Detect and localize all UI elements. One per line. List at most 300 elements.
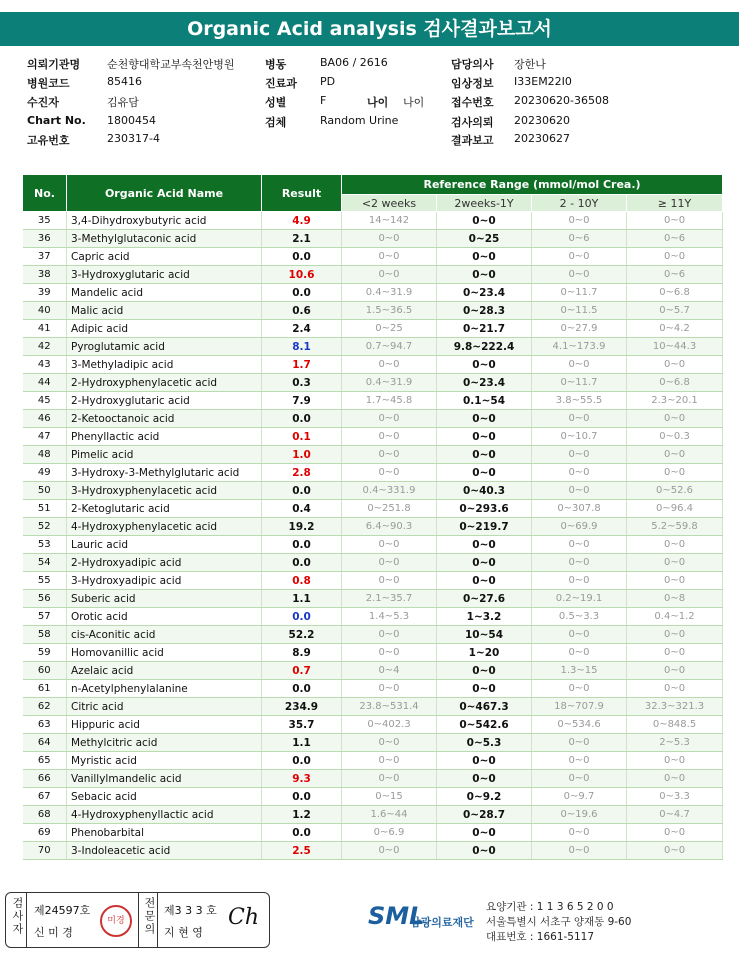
row-number: 61 bbox=[23, 680, 67, 698]
ref-ge11y: 0~6.8 bbox=[627, 284, 723, 302]
table-row bbox=[23, 392, 723, 410]
table-row bbox=[23, 662, 723, 680]
ref-ge11y: 0~0 bbox=[627, 770, 723, 788]
acid-name: Pimelic acid bbox=[67, 446, 262, 464]
ref-ge11y: 0~0 bbox=[627, 572, 723, 590]
row-number: 56 bbox=[23, 590, 67, 608]
specimen-label: 검체 bbox=[265, 116, 287, 129]
ref-lt2w: 0~0 bbox=[342, 248, 437, 266]
ref-ge11y: 0~0.3 bbox=[627, 428, 723, 446]
ref-lt2w: 2.1~35.7 bbox=[342, 590, 437, 608]
result-value: 0.3 bbox=[262, 374, 342, 392]
row-number: 62 bbox=[23, 698, 67, 716]
ref-2-10y: 0~0 bbox=[532, 554, 627, 572]
specialist-name: 지 현 영 bbox=[164, 926, 203, 939]
row-number: 43 bbox=[23, 356, 67, 374]
ref-2-10y: 0~9.7 bbox=[532, 788, 627, 806]
table-row bbox=[23, 788, 723, 806]
table-row bbox=[23, 482, 723, 500]
ref-2w-1y: 0~0 bbox=[437, 536, 532, 554]
acid-name: 3-Hydroxyglutaric acid bbox=[67, 266, 262, 284]
acid-name: 2-Hydroxyadipic acid bbox=[67, 554, 262, 572]
ref-2w-1y: 0~0 bbox=[437, 824, 532, 842]
ref-2-10y: 0~0 bbox=[532, 536, 627, 554]
ref-sub-2: 2weeks-1Y bbox=[437, 195, 532, 212]
clinical-label: 임상정보 bbox=[451, 77, 494, 90]
result-value: 0.0 bbox=[262, 284, 342, 302]
doctor-value: 장한나 bbox=[514, 58, 546, 71]
result-value: 1.1 bbox=[262, 734, 342, 752]
sex-label: 성별 bbox=[265, 96, 287, 109]
ref-2w-1y: 0.1~54 bbox=[437, 392, 532, 410]
ref-ge11y: 0~6.8 bbox=[627, 374, 723, 392]
ref-2w-1y: 0~0 bbox=[437, 428, 532, 446]
ref-2-10y: 0~19.6 bbox=[532, 806, 627, 824]
ref-ge11y: 0~0 bbox=[627, 842, 723, 860]
ref-lt2w: 1.5~36.5 bbox=[342, 302, 437, 320]
ref-2w-1y: 10~54 bbox=[437, 626, 532, 644]
report-title: Organic Acid analysis 검사결과보고서 bbox=[0, 12, 739, 46]
result-value: 0.0 bbox=[262, 752, 342, 770]
acid-name: 3-Hydroxyphenylacetic acid bbox=[67, 482, 262, 500]
table-row bbox=[23, 446, 723, 464]
ref-2-10y: 0~307.8 bbox=[532, 500, 627, 518]
ref-2w-1y: 0~0 bbox=[437, 446, 532, 464]
acid-name: 3-Hydroxyadipic acid bbox=[67, 572, 262, 590]
ref-lt2w: 0~0 bbox=[342, 752, 437, 770]
table-row bbox=[23, 644, 723, 662]
table-row bbox=[23, 374, 723, 392]
dept-label: 진료과 bbox=[265, 77, 297, 90]
acid-name: 2-Hydroxyphenylacetic acid bbox=[67, 374, 262, 392]
results-table bbox=[22, 174, 723, 860]
ref-ge11y: 0~0 bbox=[627, 536, 723, 554]
result-value: 2.8 bbox=[262, 464, 342, 482]
acid-name: 3-Methyladipic acid bbox=[67, 356, 262, 374]
row-number: 69 bbox=[23, 824, 67, 842]
ref-2-10y: 0.5~3.3 bbox=[532, 608, 627, 626]
ref-2-10y: 0~11.7 bbox=[532, 374, 627, 392]
ref-2w-1y: 0~28.7 bbox=[437, 806, 532, 824]
ref-ge11y: 0~52.6 bbox=[627, 482, 723, 500]
ref-ge11y: 0~0 bbox=[627, 212, 723, 230]
ref-ge11y: 0~0 bbox=[627, 662, 723, 680]
ref-lt2w: 0~6.9 bbox=[342, 824, 437, 842]
table-row bbox=[23, 842, 723, 860]
result-value: 0.0 bbox=[262, 680, 342, 698]
ref-2w-1y: 0~0 bbox=[437, 410, 532, 428]
result-value: 0.0 bbox=[262, 410, 342, 428]
result-value: 1.2 bbox=[262, 806, 342, 824]
specialist-number: 제3 3 3 호 bbox=[164, 904, 217, 917]
ref-ge11y: 0~3.3 bbox=[627, 788, 723, 806]
ref-2w-1y: 0~0 bbox=[437, 266, 532, 284]
table-row bbox=[23, 248, 723, 266]
table-row bbox=[23, 680, 723, 698]
ref-ge11y: 0~8 bbox=[627, 590, 723, 608]
ref-ge11y: 0~6 bbox=[627, 230, 723, 248]
table-row bbox=[23, 590, 723, 608]
ref-2w-1y: 0~219.7 bbox=[437, 518, 532, 536]
row-number: 58 bbox=[23, 626, 67, 644]
col-no: No. bbox=[23, 175, 67, 212]
ref-ge11y: 0~0 bbox=[627, 752, 723, 770]
row-number: 68 bbox=[23, 806, 67, 824]
acid-name: Orotic acid bbox=[67, 608, 262, 626]
table-row bbox=[23, 500, 723, 518]
ref-sub-3: 2 - 10Y bbox=[532, 195, 627, 212]
ward-value: BA06 / 2616 bbox=[320, 56, 388, 69]
table-row bbox=[23, 356, 723, 374]
ref-lt2w: 0~0 bbox=[342, 554, 437, 572]
ref-ge11y: 0~4.2 bbox=[627, 320, 723, 338]
ref-2-10y: 0~0 bbox=[532, 482, 627, 500]
ref-ge11y: 0~0 bbox=[627, 554, 723, 572]
row-number: 36 bbox=[23, 230, 67, 248]
row-number: 54 bbox=[23, 554, 67, 572]
ref-ge11y: 0~0 bbox=[627, 410, 723, 428]
org-name: 삼광의료재단 bbox=[410, 916, 474, 929]
result-value: 4.9 bbox=[262, 212, 342, 230]
table-row bbox=[23, 464, 723, 482]
ref-2w-1y: 0~0 bbox=[437, 248, 532, 266]
footer bbox=[368, 898, 728, 948]
row-number: 67 bbox=[23, 788, 67, 806]
table-row bbox=[23, 698, 723, 716]
ref-lt2w: 0~0 bbox=[342, 734, 437, 752]
tester-label: 검사자 bbox=[11, 897, 24, 936]
result-value: 8.9 bbox=[262, 644, 342, 662]
ref-2-10y: 0~0 bbox=[532, 824, 627, 842]
row-number: 37 bbox=[23, 248, 67, 266]
ref-lt2w: 14~142 bbox=[342, 212, 437, 230]
ref-2w-1y: 0~542.6 bbox=[437, 716, 532, 734]
ref-ge11y: 5.2~59.8 bbox=[627, 518, 723, 536]
ref-2-10y: 0~0 bbox=[532, 248, 627, 266]
table-row bbox=[23, 824, 723, 842]
clinical-value: I33EM22I0 bbox=[514, 75, 572, 88]
row-number: 70 bbox=[23, 842, 67, 860]
result-value: 2.1 bbox=[262, 230, 342, 248]
ref-2-10y: 0~0 bbox=[532, 410, 627, 428]
ref-2w-1y: 0~5.3 bbox=[437, 734, 532, 752]
result-value: 0.8 bbox=[262, 572, 342, 590]
ref-2-10y: 3.8~55.5 bbox=[532, 392, 627, 410]
sex-value: F bbox=[320, 94, 327, 107]
request-value: 20230620 bbox=[514, 114, 570, 127]
ref-lt2w: 6.4~90.3 bbox=[342, 518, 437, 536]
ref-2w-1y: 0~0 bbox=[437, 752, 532, 770]
ref-lt2w: 0~25 bbox=[342, 320, 437, 338]
ref-2w-1y: 9.8~222.4 bbox=[437, 338, 532, 356]
ref-lt2w: 0.4~31.9 bbox=[342, 374, 437, 392]
doctor-label: 담당의사 bbox=[451, 58, 494, 71]
acid-name: 2-Ketoglutaric acid bbox=[67, 500, 262, 518]
table-row bbox=[23, 572, 723, 590]
ref-ge11y: 0~96.4 bbox=[627, 500, 723, 518]
dept-value: PD bbox=[320, 75, 336, 88]
result-value: 234.9 bbox=[262, 698, 342, 716]
receipt-value: 20230620-36508 bbox=[514, 94, 609, 107]
row-number: 48 bbox=[23, 446, 67, 464]
result-value: 2.4 bbox=[262, 320, 342, 338]
ref-lt2w: 0~0 bbox=[342, 266, 437, 284]
ref-2-10y: 0~11.5 bbox=[532, 302, 627, 320]
acid-name: Malic acid bbox=[67, 302, 262, 320]
table-row bbox=[23, 302, 723, 320]
table-row bbox=[23, 320, 723, 338]
result-value: 35.7 bbox=[262, 716, 342, 734]
row-number: 60 bbox=[23, 662, 67, 680]
ref-2-10y: 0~0 bbox=[532, 752, 627, 770]
acid-name: Lauric acid bbox=[67, 536, 262, 554]
acid-name: Capric acid bbox=[67, 248, 262, 266]
acid-name: Adipic acid bbox=[67, 320, 262, 338]
ref-ge11y: 0.4~1.2 bbox=[627, 608, 723, 626]
table-row bbox=[23, 608, 723, 626]
code-value: 85416 bbox=[107, 75, 142, 88]
row-number: 64 bbox=[23, 734, 67, 752]
acid-name: Suberic acid bbox=[67, 590, 262, 608]
table-row bbox=[23, 518, 723, 536]
ref-2-10y: 0~0 bbox=[532, 734, 627, 752]
tester-number: 제24597호 bbox=[34, 904, 91, 917]
table-row bbox=[23, 626, 723, 644]
row-number: 55 bbox=[23, 572, 67, 590]
col-reference: Reference Range (mmol/mol Crea.) bbox=[342, 175, 723, 195]
hospital-label: 의뢰기관명 bbox=[27, 58, 81, 71]
acid-name: Azelaic acid bbox=[67, 662, 262, 680]
chart-label: Chart No. bbox=[27, 114, 86, 127]
ref-2w-1y: 0~0 bbox=[437, 212, 532, 230]
result-value: 0.0 bbox=[262, 248, 342, 266]
ref-2-10y: 0~6 bbox=[532, 230, 627, 248]
acid-name: Citric acid bbox=[67, 698, 262, 716]
acid-name: Homovanillic acid bbox=[67, 644, 262, 662]
row-number: 65 bbox=[23, 752, 67, 770]
ref-2-10y: 0~0 bbox=[532, 356, 627, 374]
result-value: 0.0 bbox=[262, 788, 342, 806]
acid-name: cis-Aconitic acid bbox=[67, 626, 262, 644]
signature-box bbox=[5, 892, 270, 948]
row-number: 52 bbox=[23, 518, 67, 536]
sml-logo: SML bbox=[368, 902, 425, 930]
ref-lt2w: 1.7~45.8 bbox=[342, 392, 437, 410]
ref-2w-1y: 0~0 bbox=[437, 770, 532, 788]
table-row bbox=[23, 266, 723, 284]
table-row bbox=[23, 716, 723, 734]
ref-2w-1y: 0~40.3 bbox=[437, 482, 532, 500]
age-label: 나이 bbox=[367, 96, 389, 109]
ref-lt2w: 0~0 bbox=[342, 446, 437, 464]
ref-2-10y: 0~27.9 bbox=[532, 320, 627, 338]
unique-label: 고유번호 bbox=[27, 134, 70, 147]
row-number: 38 bbox=[23, 266, 67, 284]
address: 서울특별시 서초구 양재동 9-60 bbox=[486, 916, 632, 928]
acid-name: 3-Indoleacetic acid bbox=[67, 842, 262, 860]
result-value: 10.6 bbox=[262, 266, 342, 284]
acid-name: Hippuric acid bbox=[67, 716, 262, 734]
ref-lt2w: 0~0 bbox=[342, 680, 437, 698]
ref-2w-1y: 0~0 bbox=[437, 356, 532, 374]
ref-lt2w: 0~0 bbox=[342, 356, 437, 374]
collector-value: 김유담 bbox=[107, 96, 139, 109]
ref-lt2w: 0~0 bbox=[342, 644, 437, 662]
ref-2-10y: 0~0 bbox=[532, 626, 627, 644]
ref-2w-1y: 1~3.2 bbox=[437, 608, 532, 626]
row-number: 35 bbox=[23, 212, 67, 230]
acid-name: Mandelic acid bbox=[67, 284, 262, 302]
row-number: 44 bbox=[23, 374, 67, 392]
ref-ge11y: 0~0 bbox=[627, 446, 723, 464]
table-row bbox=[23, 212, 723, 230]
ref-2w-1y: 0~0 bbox=[437, 572, 532, 590]
ref-ge11y: 32.3~321.3 bbox=[627, 698, 723, 716]
table-row bbox=[23, 428, 723, 446]
ref-2w-1y: 0~25 bbox=[437, 230, 532, 248]
ref-2w-1y: 0~0 bbox=[437, 554, 532, 572]
tester-name: 신 미 경 bbox=[34, 926, 73, 939]
chart-value: 1800454 bbox=[107, 114, 156, 127]
ref-2-10y: 4.1~173.9 bbox=[532, 338, 627, 356]
result-value: 8.1 bbox=[262, 338, 342, 356]
ref-ge11y: 0~848.5 bbox=[627, 716, 723, 734]
table-row bbox=[23, 554, 723, 572]
result-value: 7.9 bbox=[262, 392, 342, 410]
ref-lt2w: 0~0 bbox=[342, 572, 437, 590]
ref-2w-1y: 0~27.6 bbox=[437, 590, 532, 608]
result-value: 0.0 bbox=[262, 536, 342, 554]
ref-2-10y: 0~10.7 bbox=[532, 428, 627, 446]
ref-ge11y: 0~0 bbox=[627, 644, 723, 662]
ref-2w-1y: 0~9.2 bbox=[437, 788, 532, 806]
ref-lt2w: 0~0 bbox=[342, 464, 437, 482]
ref-lt2w: 0~251.8 bbox=[342, 500, 437, 518]
ref-sub-4: ≥ 11Y bbox=[627, 195, 723, 212]
ref-lt2w: 0~0 bbox=[342, 536, 437, 554]
ref-2-10y: 18~707.9 bbox=[532, 698, 627, 716]
ref-2w-1y: 0~0 bbox=[437, 680, 532, 698]
acid-name: Sebacic acid bbox=[67, 788, 262, 806]
row-number: 50 bbox=[23, 482, 67, 500]
collector-label: 수진자 bbox=[27, 96, 59, 109]
acid-name: Phenobarbital bbox=[67, 824, 262, 842]
phone: 대표번호 : 1661-5117 bbox=[486, 931, 595, 943]
ward-label: 병동 bbox=[265, 58, 287, 71]
acid-name: 4-Hydroxyphenyllactic acid bbox=[67, 806, 262, 824]
result-value: 0.0 bbox=[262, 482, 342, 500]
receipt-label: 접수번호 bbox=[451, 96, 494, 109]
acid-name: 3-Hydroxy-3-Methylglutaric acid bbox=[67, 464, 262, 482]
acid-name: 3-Methylglutaconic acid bbox=[67, 230, 262, 248]
ref-2-10y: 0~0 bbox=[532, 680, 627, 698]
table-row bbox=[23, 410, 723, 428]
ref-ge11y: 0~0 bbox=[627, 464, 723, 482]
row-number: 40 bbox=[23, 302, 67, 320]
ref-ge11y: 0~4.7 bbox=[627, 806, 723, 824]
row-number: 59 bbox=[23, 644, 67, 662]
result-value: 2.5 bbox=[262, 842, 342, 860]
result-value: 52.2 bbox=[262, 626, 342, 644]
row-number: 46 bbox=[23, 410, 67, 428]
row-number: 49 bbox=[23, 464, 67, 482]
unique-value: 230317-4 bbox=[107, 132, 160, 145]
table-row bbox=[23, 770, 723, 788]
ref-2-10y: 1.3~15 bbox=[532, 662, 627, 680]
ref-2-10y: 0~0 bbox=[532, 266, 627, 284]
row-number: 51 bbox=[23, 500, 67, 518]
ref-lt2w: 0~4 bbox=[342, 662, 437, 680]
ref-2-10y: 0~0 bbox=[532, 770, 627, 788]
acid-name: 2-Hydroxyglutaric acid bbox=[67, 392, 262, 410]
ref-lt2w: 0~0 bbox=[342, 626, 437, 644]
age-value: 나이 bbox=[403, 96, 425, 109]
row-number: 42 bbox=[23, 338, 67, 356]
hospital-value: 순천향대학교부속천안병원 bbox=[107, 58, 235, 71]
ref-lt2w: 0.4~331.9 bbox=[342, 482, 437, 500]
seal-stamp: 미경 bbox=[100, 905, 132, 937]
ref-2-10y: 0~0 bbox=[532, 572, 627, 590]
ref-2-10y: 0~0 bbox=[532, 446, 627, 464]
specimen-value: Random Urine bbox=[320, 114, 399, 127]
col-result: Result bbox=[262, 175, 342, 212]
ref-lt2w: 0.4~31.9 bbox=[342, 284, 437, 302]
row-number: 45 bbox=[23, 392, 67, 410]
report-label: 결과보고 bbox=[451, 134, 494, 147]
result-value: 1.1 bbox=[262, 590, 342, 608]
ref-ge11y: 0~0 bbox=[627, 626, 723, 644]
result-value: 0.0 bbox=[262, 824, 342, 842]
ref-ge11y: 2.3~20.1 bbox=[627, 392, 723, 410]
ref-ge11y: 10~44.3 bbox=[627, 338, 723, 356]
table-row bbox=[23, 338, 723, 356]
result-value: 1.0 bbox=[262, 446, 342, 464]
ref-2w-1y: 0~0 bbox=[437, 842, 532, 860]
result-value: 1.7 bbox=[262, 356, 342, 374]
row-number: 66 bbox=[23, 770, 67, 788]
result-value: 0.0 bbox=[262, 608, 342, 626]
specialist-label: 전문의 bbox=[143, 897, 156, 936]
ref-lt2w: 0~0 bbox=[342, 428, 437, 446]
row-number: 57 bbox=[23, 608, 67, 626]
ref-ge11y: 0~0 bbox=[627, 824, 723, 842]
ref-ge11y: 2~5.3 bbox=[627, 734, 723, 752]
table-row bbox=[23, 536, 723, 554]
address-block bbox=[486, 900, 631, 945]
ref-ge11y: 0~0 bbox=[627, 248, 723, 266]
result-value: 9.3 bbox=[262, 770, 342, 788]
table-row bbox=[23, 752, 723, 770]
table-row bbox=[23, 806, 723, 824]
ref-2w-1y: 0~23.4 bbox=[437, 374, 532, 392]
signature-image: Ch bbox=[228, 905, 260, 930]
row-number: 63 bbox=[23, 716, 67, 734]
ref-lt2w: 0~0 bbox=[342, 230, 437, 248]
table-row bbox=[23, 284, 723, 302]
report-value: 20230627 bbox=[514, 132, 570, 145]
acid-name: 4-Hydroxyphenylacetic acid bbox=[67, 518, 262, 536]
acid-name: Myristic acid bbox=[67, 752, 262, 770]
ref-lt2w: 23.8~531.4 bbox=[342, 698, 437, 716]
row-number: 41 bbox=[23, 320, 67, 338]
row-number: 47 bbox=[23, 428, 67, 446]
ref-lt2w: 1.4~5.3 bbox=[342, 608, 437, 626]
ref-2-10y: 0.2~19.1 bbox=[532, 590, 627, 608]
ref-2w-1y: 1~20 bbox=[437, 644, 532, 662]
ref-ge11y: 0~0 bbox=[627, 356, 723, 374]
acid-name: Pyroglutamic acid bbox=[67, 338, 262, 356]
ref-2w-1y: 0~23.4 bbox=[437, 284, 532, 302]
